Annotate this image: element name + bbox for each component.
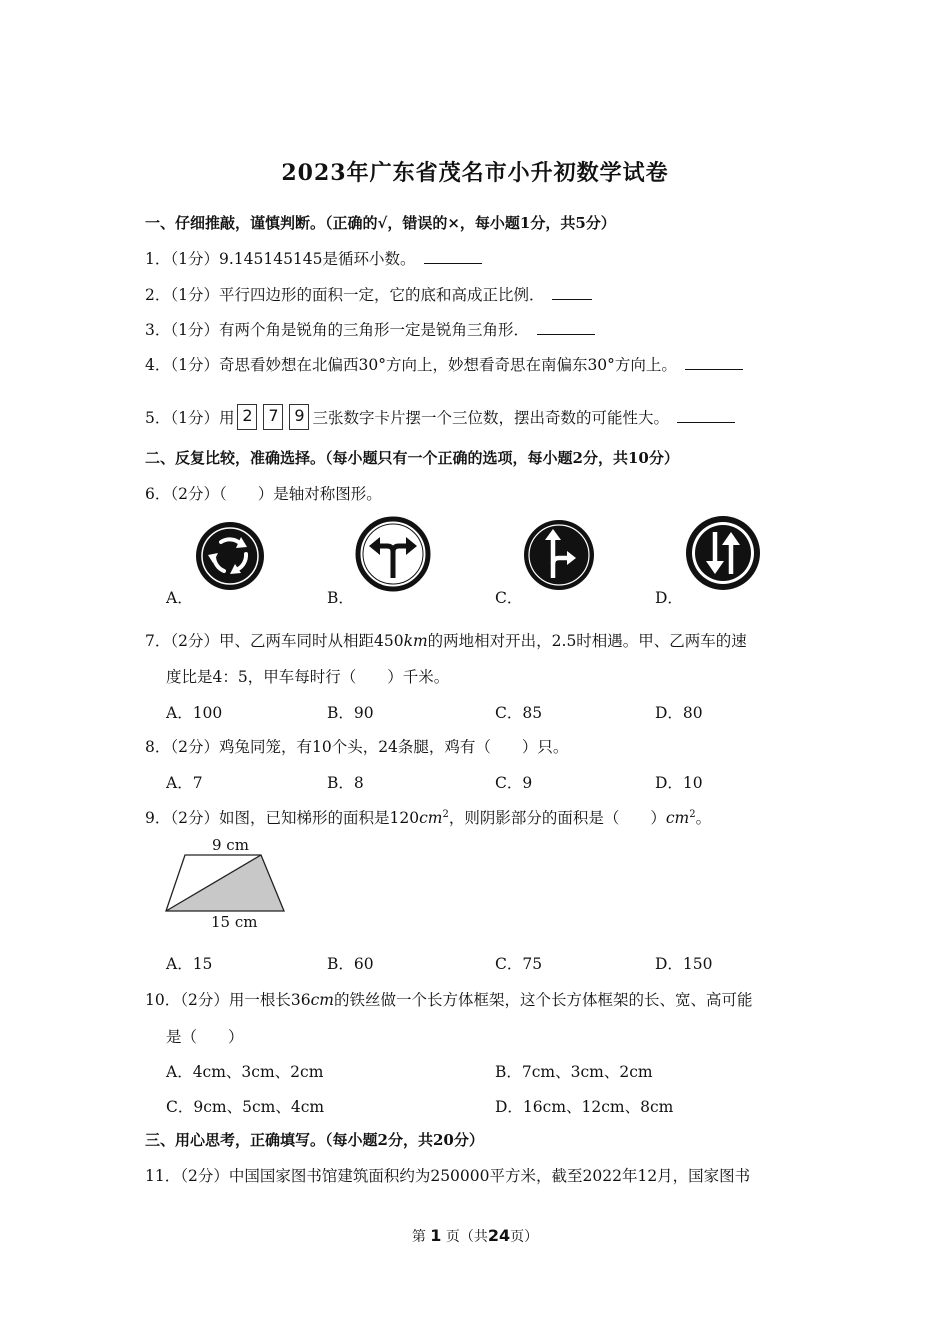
question-7-line-1 [145, 629, 747, 651]
option-c[interactable]: C．75 [495, 955, 543, 973]
two-way-traffic-sign-icon [684, 514, 762, 592]
question-5-suffix: 三张数字卡片摆一个三位数，摆出奇数的可能性大。 [312, 409, 669, 427]
answer-blank[interactable] [685, 355, 743, 370]
option-d[interactable]: D．80 [655, 704, 703, 722]
trapezoid-top-label: 9 cm [212, 836, 249, 854]
number-card: 2 [237, 404, 257, 430]
footer-text: 第 [411, 1229, 426, 1245]
question-5-prefix: 5．（1分）用 [145, 409, 235, 427]
question-2-text: 2．（1分）平行四边形的面积一定，它的底和高成正比例． [145, 286, 545, 304]
unit-text: cm [310, 991, 334, 1009]
footer-text: 页（共 [445, 1229, 488, 1245]
option-b[interactable]: B．8 [327, 774, 364, 792]
option-c[interactable]: C． [495, 589, 523, 607]
question-7-text-a: 7．（2分）甲、乙两车同时从相距450 [145, 632, 404, 650]
total-pages: 24 [487, 1226, 511, 1245]
option-c[interactable]: C．9 [495, 774, 533, 792]
section-2-heading: 二、反复比较，准确选择。（每小题只有一个正确的选项，每小题2分，共10分） [145, 449, 679, 467]
option-d[interactable]: D．16cm、12cm、8cm [495, 1098, 674, 1116]
unit-text: cm [419, 809, 443, 827]
answer-blank[interactable] [424, 249, 482, 264]
page-number: 1 [430, 1226, 442, 1245]
option-a[interactable]: A．15 [166, 955, 213, 973]
question-7-line-2: 度比是4：5，甲车每时行（ ）千米。 [166, 668, 450, 686]
question-3-text: 3．（1分）有两个角是锐角的三角形一定是锐角三角形． [145, 321, 529, 339]
option-c[interactable]: C．9cm、5cm、4cm [166, 1098, 325, 1116]
question-4-text: 4．（1分）奇思看妙想在北偏西30°方向上，妙想看奇思在南偏东30°方向上。 [145, 356, 677, 374]
number-card: 7 [263, 404, 283, 430]
question-2 [145, 283, 592, 305]
answer-blank[interactable] [552, 285, 592, 300]
answer-blank[interactable] [537, 320, 595, 335]
superscript: 2 [442, 808, 449, 820]
question-9-end: 。 [695, 809, 712, 827]
question-6-text: 6．（2分）（ ）是轴对称图形。 [145, 485, 382, 503]
question-7-text-b: 的两地相对开出，2.5时相遇。甲、乙两车的速 [427, 632, 747, 650]
section-1-heading: 一、仔细推敲，谨慎判断。（正确的√，错误的×，每小题1分，共5分） [145, 214, 616, 232]
option-b[interactable]: B．90 [327, 704, 374, 722]
option-a[interactable]: A．7 [166, 774, 203, 792]
question-9-text-a: 9．（2分）如图，已知梯形的面积是120 [145, 809, 420, 827]
option-b[interactable]: B．60 [327, 955, 374, 973]
number-card: 9 [289, 404, 309, 430]
straight-right-sign-icon [522, 518, 596, 592]
option-a[interactable]: A． [166, 589, 193, 607]
question-11-text: 11．（2分）中国国家图书馆建筑面积约为250000平方米，截至2022年12月，国家图书 [145, 1167, 751, 1185]
option-d[interactable]: D． [655, 589, 683, 607]
answer-blank[interactable] [677, 408, 735, 423]
question-8-text: 8．（2分）鸡兔同笼，有10个头，24条腿，鸡有（ ）只。 [145, 738, 569, 756]
section-3-heading: 三、用心思考，正确填写。（每小题2分，共20分） [145, 1131, 484, 1149]
question-10-line-2: 是（ ） [166, 1028, 244, 1046]
question-1-text: 1．（1分）9.145145145是循环小数。 [145, 250, 416, 268]
question-3 [145, 318, 595, 340]
question-9 [145, 806, 711, 828]
option-c[interactable]: C．85 [495, 704, 543, 722]
question-10-text-a: 10．（2分）用一根长36 [145, 991, 311, 1009]
option-d[interactable]: D．10 [655, 774, 703, 792]
option-b[interactable]: B．7cm、3cm、2cm [495, 1063, 653, 1081]
page-footer [0, 1226, 950, 1246]
question-10-text-b: 的铁丝做一个长方体框架，这个长方体框架的长、宽、高可能 [333, 991, 753, 1009]
question-5 [145, 404, 735, 430]
turn-left-right-sign-icon [355, 516, 431, 592]
trapezoid-figure [163, 852, 288, 914]
unit-text: km [403, 632, 428, 650]
unit-text: cm [665, 809, 690, 827]
question-9-text-b: ，则阴影部分的面积是（ ） [448, 809, 666, 827]
option-a[interactable]: A．4cm、3cm、2cm [166, 1063, 324, 1081]
superscript: 2 [689, 808, 696, 820]
question-10-line-1 [145, 988, 752, 1010]
page-title: 2023年广东省茂名市小升初数学试卷 [281, 160, 669, 186]
option-a[interactable]: A．100 [166, 704, 223, 722]
option-b[interactable]: B． [327, 589, 354, 607]
trapezoid-bottom-label: 15 cm [211, 913, 258, 931]
option-d[interactable]: D．150 [655, 955, 713, 973]
footer-text: 页） [510, 1229, 539, 1245]
roundabout-sign-icon [194, 520, 266, 592]
question-4 [145, 353, 743, 375]
question-1 [145, 247, 482, 269]
